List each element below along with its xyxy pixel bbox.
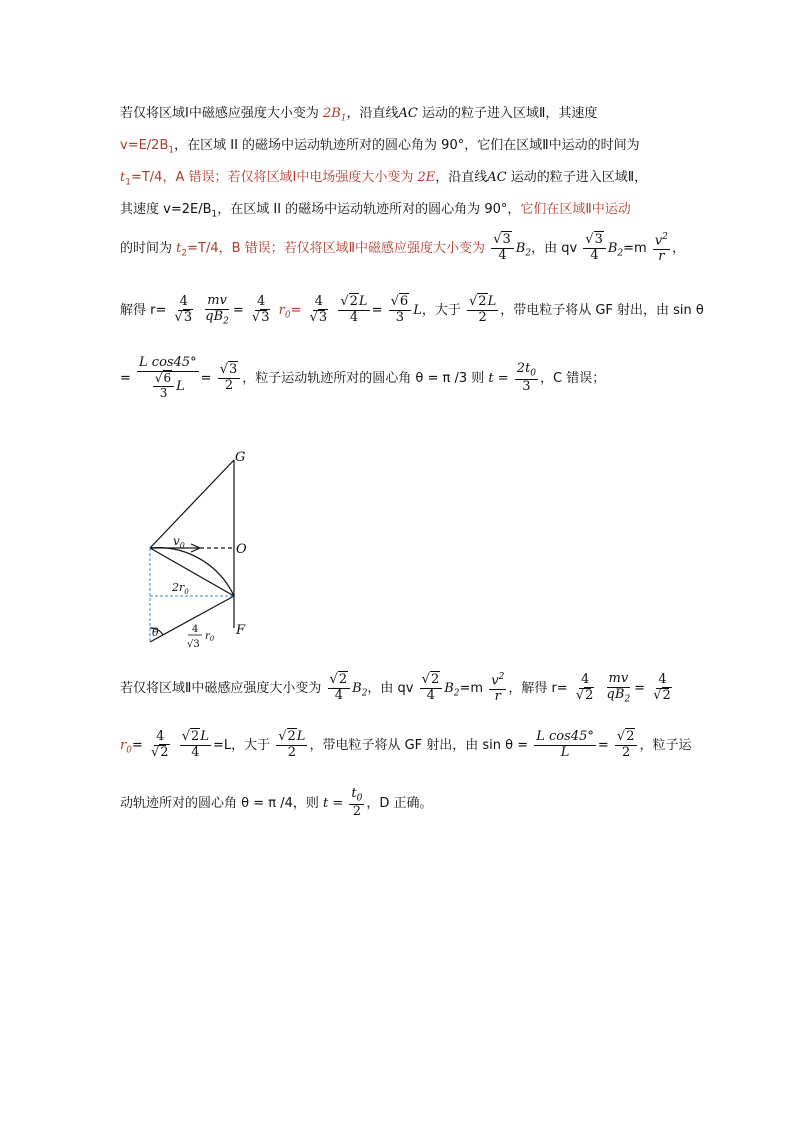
text: ， (671, 241, 685, 257)
fraction: $\frac{√6}{3}$ (389, 295, 412, 326)
fraction: $\frac{√2}{2}$ (615, 730, 638, 761)
math-B2: $B_2$ (444, 681, 460, 699)
p1-line-5 (120, 232, 685, 265)
math-AC: AC (398, 106, 418, 121)
math-2E: 2E (417, 170, 436, 185)
text: $v=E/2B_1$ (120, 138, 175, 156)
line-AG (150, 460, 234, 548)
label-G: G (235, 450, 246, 465)
fraction: $\frac{v^2}{r}$ (654, 232, 668, 265)
fraction: $\frac{4}{√3}$ (309, 294, 328, 325)
p2-line-2 (120, 730, 692, 761)
text: ，大于 (421, 302, 461, 318)
p1-line-7 (120, 356, 605, 401)
text: 解得 r= (120, 302, 167, 318)
text: ，由 qv (367, 681, 414, 697)
fraction: $\frac{√3}{2}$ (218, 363, 241, 394)
label-F: F (236, 623, 246, 638)
fraction: $\frac{4}{√2}$ (151, 729, 169, 760)
fraction: $\frac{4}{√3}$ (174, 294, 193, 325)
p2-line-1 (120, 672, 676, 705)
p1-line-4 (120, 198, 631, 220)
math-B2: $B_2$ (515, 241, 532, 259)
text: = (120, 370, 131, 386)
svg-text:r0: $r_0$ (205, 631, 215, 643)
fraction: $\frac{2t_0}{3}$ (516, 360, 537, 394)
p1-line-1 (120, 102, 597, 124)
math-t: t = (488, 370, 509, 386)
text: 若仅将区域Ⅱ中磁感应强度大小变为 (120, 681, 322, 697)
label-theta: θ (152, 626, 159, 639)
text: ，由 qv (531, 241, 578, 257)
text: =m (623, 241, 647, 257)
svg-text:√3: √3 (187, 639, 200, 650)
p1-line-3 (120, 166, 647, 188)
text: 它们在区域Ⅱ中运动 (520, 202, 631, 217)
label-O: O (236, 542, 247, 557)
label-v0: $v_0$ (173, 534, 185, 550)
text: = (232, 302, 244, 318)
fraction: $\frac{√2L}{4}$ (181, 729, 209, 760)
text: ，沿直线 (346, 106, 399, 121)
math-r0: $r_0$ (278, 302, 291, 321)
label-2r0: $2r_0$ (172, 581, 189, 596)
text: ，沿直线 (435, 170, 488, 185)
text: = (290, 302, 302, 318)
text: 若仅将区域Ⅰ中磁感应强度大小变为 (120, 106, 323, 121)
math-t: t = (323, 795, 344, 811)
math-r0: $r_0$ (120, 737, 132, 756)
fraction: $\frac{mv}{qB_2}$ (606, 671, 631, 705)
text: 运动的粒子进入区域Ⅱ，其速度 (417, 106, 598, 121)
math-B2: $B_2$ (352, 681, 368, 699)
text: ，解得 r= (508, 681, 568, 697)
text: ，D 正确。 (366, 795, 433, 811)
text: = (634, 681, 646, 697)
svg-text:4: 4 (192, 624, 199, 635)
text: ，带电粒子将从 GF 射出，由 sin θ (500, 302, 704, 318)
text: 运动的粒子进入区域Ⅱ， (506, 170, 648, 185)
fraction: $\frac{√3}{4}$ (583, 233, 606, 264)
fraction: $\frac{√2}{4}$ (328, 673, 351, 704)
fraction: $\frac{√2L}{2}$ (468, 294, 497, 325)
fraction: $\frac{√2}{4}$ (420, 673, 443, 704)
fraction: $\frac{v^2}{r}$ (491, 672, 505, 705)
text: 动轨迹所对的圆心角 θ = π /4，则 (120, 795, 319, 811)
text: =L，大于 (212, 737, 271, 753)
text: = (131, 737, 143, 753)
fraction: $\frac{√3}{4}$ (491, 233, 514, 264)
fraction: $\frac{√2L}{4}$ (340, 294, 368, 325)
text: ，粒子运动轨迹所对的圆心角 θ = π /3 则 (242, 370, 485, 386)
math-2B1: $2B_1$ (322, 106, 347, 124)
text: = (371, 302, 383, 318)
fraction: L cos45° $\frac{√6}{3}$ L (139, 355, 197, 400)
math-B2: $B_2$ (607, 241, 624, 259)
p2-line-3 (120, 787, 433, 820)
fraction: $\frac{4}{√2}$ (653, 672, 671, 704)
fraction: $\frac{mv}{qB_2}$ (205, 293, 229, 327)
p1-line-2 (120, 134, 640, 156)
fraction: $\frac{√2L}{2}$ (278, 729, 306, 760)
fraction: $\frac{t_0}{2}$ (351, 786, 363, 819)
geometry-diagram (138, 448, 278, 658)
text: 其速度 $v=2E/B_1$ (120, 202, 218, 220)
math-t2: $t_2=T/4$，B 错误；若仅将区域Ⅱ中磁感应强度大小变为 (176, 241, 486, 259)
text: =m (459, 681, 484, 697)
text: 的时间为 (120, 241, 177, 257)
fraction: $\frac{4}{√2}$ (575, 672, 594, 704)
text: ，粒子运 (639, 737, 692, 753)
text: ，C 错误； (540, 370, 606, 386)
math-t1: $t_1=T/4$，A 错误；若仅将区域Ⅰ中电场强度大小变为 (120, 170, 418, 188)
text: ，在区域 II 的磁场中运动轨迹所对的圆心角为 90°， (217, 202, 521, 217)
text: = (200, 370, 212, 386)
math-AC: AC (487, 170, 507, 185)
label-4-sqrt3-r0 (187, 624, 215, 650)
p1-line-6 (120, 294, 704, 327)
fraction: $\frac{4}{√3}$ (251, 294, 270, 325)
fraction: $\frac{\text{L cos45°}}{L}$ (536, 729, 594, 760)
text: ，带电粒子将从 GF 射出，由 sin θ = (309, 737, 529, 753)
text: = (597, 737, 609, 753)
text: ，在区域 II 的磁场中运动轨迹所对的圆心角为 90°，它们在区域Ⅱ中运动的时间为 (174, 138, 640, 153)
math-L: L (413, 302, 422, 318)
